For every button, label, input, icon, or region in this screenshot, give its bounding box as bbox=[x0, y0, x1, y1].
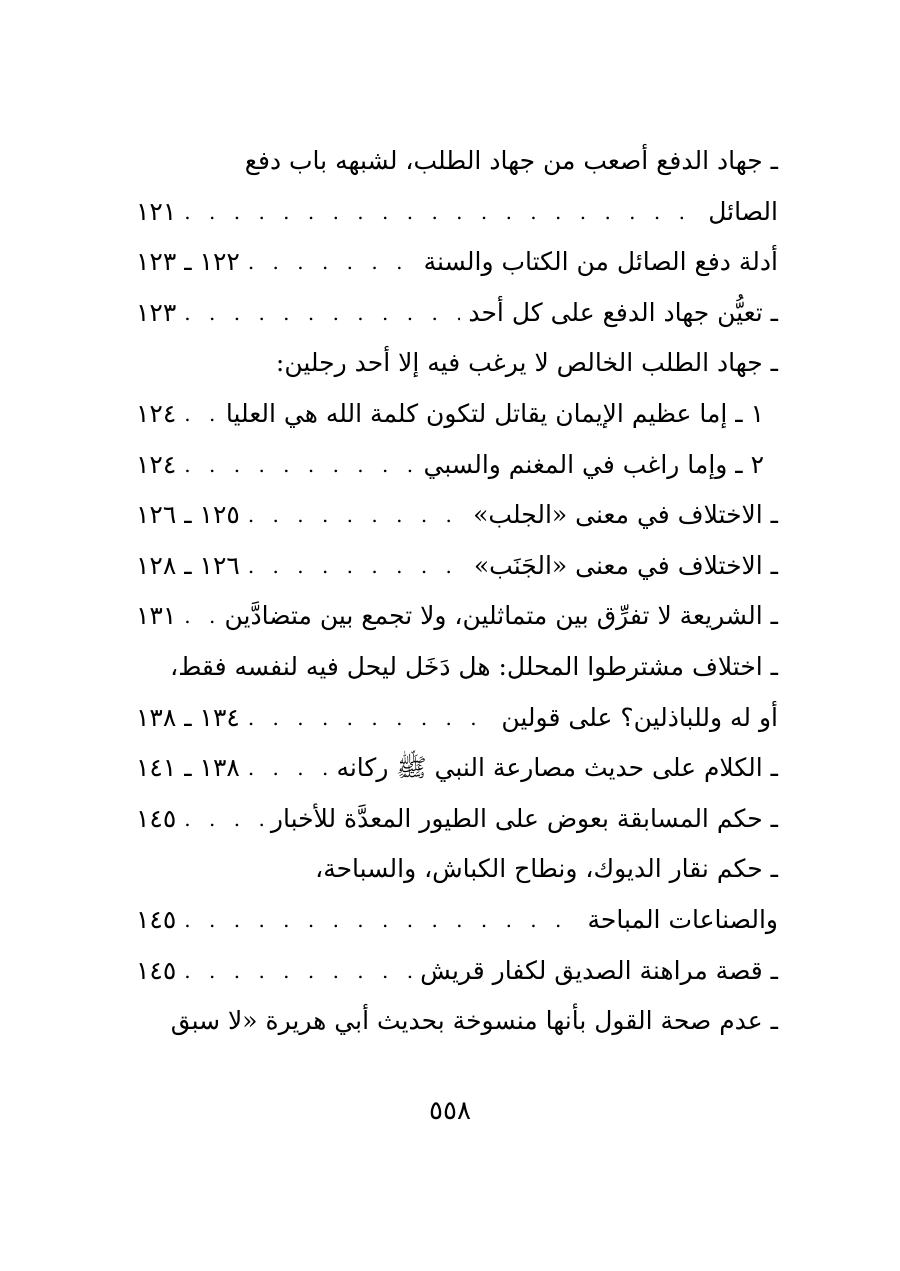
toc-entry bbox=[136, 794, 778, 845]
dot-leader bbox=[248, 541, 466, 592]
toc-entry bbox=[136, 490, 778, 541]
toc-entry bbox=[136, 642, 778, 693]
toc-entry-text: والصناعات المباحة bbox=[587, 904, 778, 934]
toc-entry bbox=[136, 440, 778, 491]
toc-entry bbox=[136, 237, 778, 288]
dot-leader bbox=[184, 895, 579, 946]
toc-entry-text: ـ تعيُّن جهاد الدفع على كل أحد bbox=[468, 297, 778, 327]
toc-entry-text: ـ حكم نقار الديوك، ونطاح الكباش، والسباحة، bbox=[315, 854, 778, 884]
dot-leader bbox=[184, 187, 700, 238]
toc-entry-text: ـ عدم صحة القول بأنها منسوخة بحديث أبي هريرة «لا سبق bbox=[170, 1006, 778, 1036]
table-of-contents bbox=[136, 136, 778, 1047]
dot-leader bbox=[184, 946, 412, 997]
toc-entry-text: ـ الاختلاف في معنى «الجَنَب» bbox=[473, 550, 778, 580]
toc-entry bbox=[136, 844, 778, 895]
dot-leader bbox=[248, 693, 494, 744]
toc-entry-text: ـ جهاد الطلب الخالص لا يرغب فيه إلا أحد رجلين: bbox=[275, 348, 778, 378]
toc-entry-pages: ١٤٥ bbox=[136, 803, 177, 833]
toc-entry-pages: ١٢٢ ـ ١٢٣ bbox=[136, 247, 240, 277]
toc-entry-pages: ١٣١ bbox=[136, 601, 177, 631]
toc-entry-text: ـ حكم المسابقة بعوض على الطيور المعدَّة للأخبار bbox=[270, 803, 778, 833]
toc-entry-text: ـ اختلاف مشترطوا المحلل: هل دَخَل ليحل فيه لنفسه فقط، bbox=[170, 651, 778, 681]
dot-leader bbox=[184, 794, 263, 845]
dot-leader bbox=[248, 237, 416, 288]
toc-entry-pages: ١٢٦ ـ ١٢٨ bbox=[136, 550, 240, 580]
toc-entry-text: ٢ ـ وإما راغب في المغنم والسبي bbox=[423, 449, 764, 479]
toc-entry bbox=[136, 996, 778, 1047]
toc-entry-pages: ١٤٥ bbox=[136, 955, 177, 985]
toc-entry-pages: ١٢٤ bbox=[136, 398, 177, 428]
toc-entry-text: ـ جهاد الدفع أصعب من جهاد الطلب، لشبهه باب دفع bbox=[244, 146, 778, 175]
toc-entry-pages: ١٤٥ bbox=[136, 904, 177, 934]
toc-entry bbox=[136, 541, 778, 592]
toc-entry bbox=[136, 136, 778, 187]
toc-entry-pages: ١٢١ bbox=[136, 196, 177, 226]
toc-entry-text: ـ الكلام على حديث مصارعة النبي ﷺ ركانه bbox=[336, 753, 778, 783]
toc-entry-pages: ١٣٤ ـ ١٣٨ bbox=[136, 702, 240, 732]
toc-entry bbox=[136, 895, 778, 946]
toc-entry-pages: ١٢٥ ـ ١٢٦ bbox=[136, 500, 240, 530]
toc-entry-text: ـ قصة مراهنة الصديق لكفار قريش bbox=[420, 955, 778, 985]
toc-entry bbox=[136, 288, 778, 339]
toc-entry bbox=[136, 743, 778, 794]
toc-entry-text: الصائل bbox=[708, 196, 778, 226]
toc-entry-pages: ١٢٣ bbox=[136, 297, 177, 327]
dot-leader bbox=[248, 490, 465, 541]
dot-leader bbox=[184, 440, 415, 491]
toc-entry bbox=[136, 591, 778, 642]
dot-leader bbox=[248, 743, 329, 794]
toc-entry-text: أدلة دفع الصائل من الكتاب والسنة bbox=[423, 247, 778, 277]
dot-leader bbox=[184, 288, 460, 339]
toc-entry-pages: ١٣٨ ـ ١٤١ bbox=[136, 753, 240, 783]
dot-leader bbox=[184, 591, 216, 642]
toc-entry bbox=[136, 338, 778, 389]
toc-entry-pages: ١٢٤ bbox=[136, 449, 177, 479]
toc-entry bbox=[136, 389, 778, 440]
toc-entry bbox=[136, 946, 778, 997]
page-number: ٥٥٨ bbox=[429, 1096, 471, 1126]
toc-entry-text: ـ الشريعة لا تفرِّق بين متماثلين، ولا تجمع بين متضادَّين bbox=[224, 601, 778, 631]
toc-entry-text: ـ الاختلاف في معنى «الجلب» bbox=[473, 500, 778, 530]
toc-entry-text: ١ ـ إما عظيم الإيمان يقاتل لتكون كلمة الله هي العليا bbox=[225, 398, 764, 428]
toc-entry-text: أو له وللباذلين؟ على قولين bbox=[501, 702, 778, 732]
toc-entry bbox=[136, 693, 778, 744]
dot-leader bbox=[184, 389, 218, 440]
toc-entry bbox=[136, 187, 778, 238]
